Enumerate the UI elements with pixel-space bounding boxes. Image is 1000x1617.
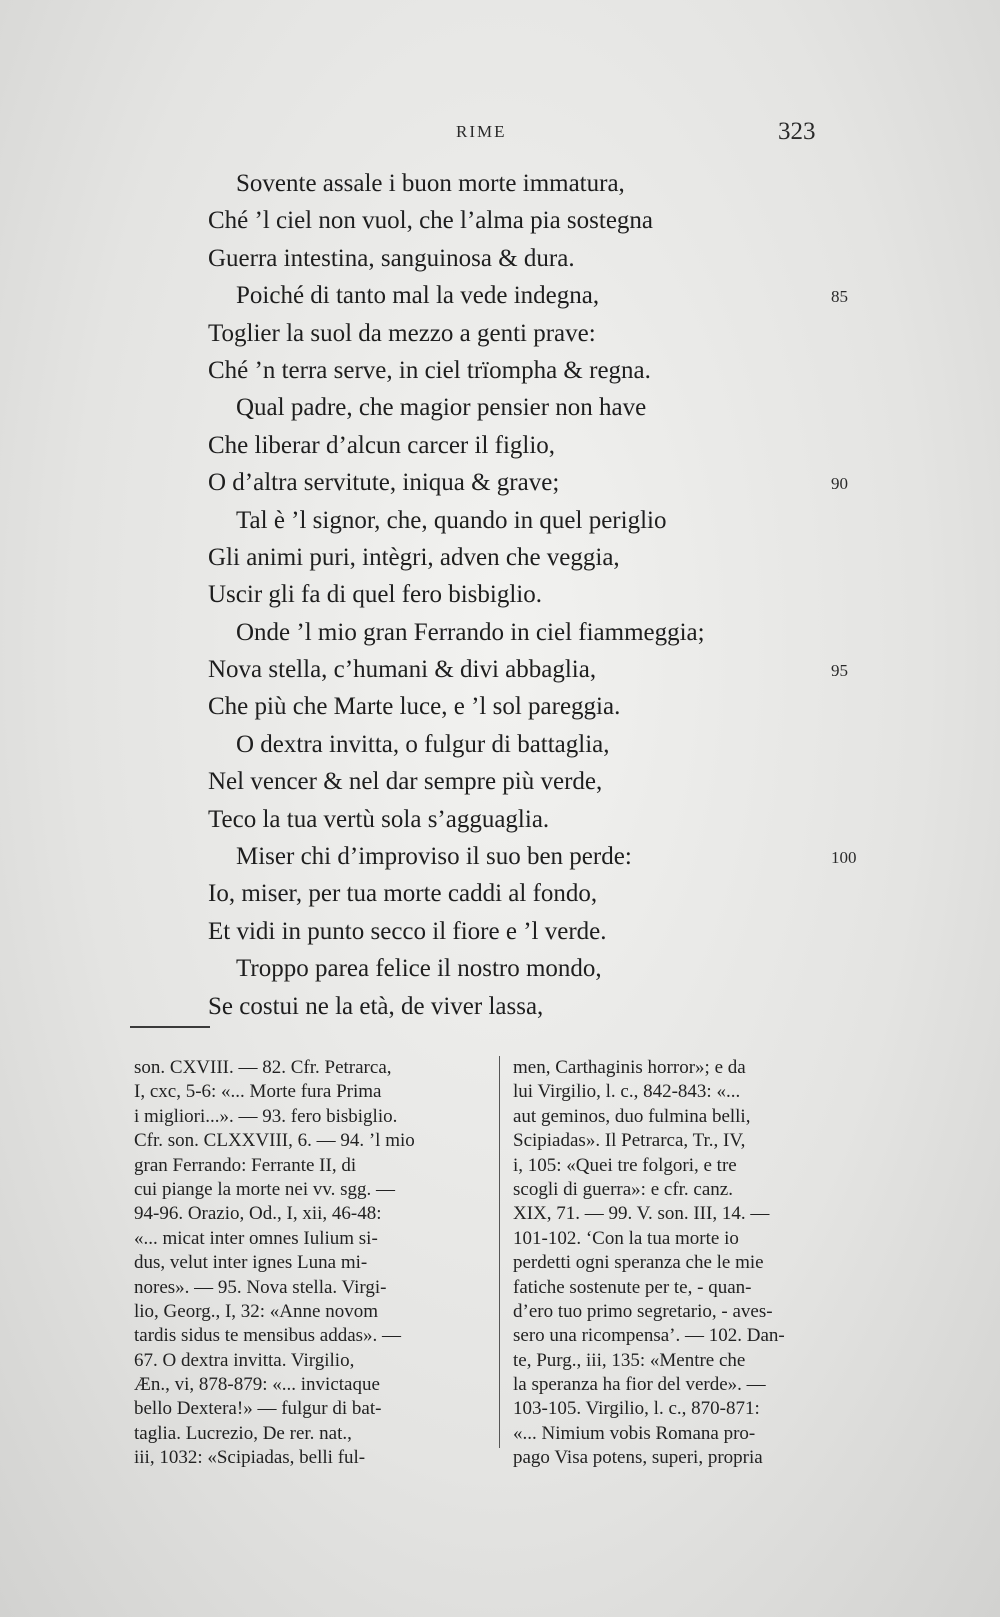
running-title: RIME bbox=[456, 122, 507, 141]
verse-text: Qual padre, che magior pensier non have bbox=[236, 394, 647, 422]
footnote-line: i, 105: «Quei tre folgori, e tre bbox=[513, 1154, 737, 1176]
verse-text: Onde ’l mio gran Ferrando in ciel fiammeggia; bbox=[236, 618, 705, 646]
footnote-line: iii, 1032: «Scipiadas, belli ful- bbox=[134, 1447, 366, 1469]
verse-line bbox=[208, 427, 848, 464]
verse-line bbox=[208, 202, 848, 239]
line-number: 85 bbox=[831, 287, 848, 307]
footnote-line: 94-96. Orazio, Od., I, xii, 46-48: bbox=[134, 1203, 382, 1225]
page-number: 323 bbox=[778, 118, 816, 145]
footnote-line: i migliori...». — 93. fero bisbiglio. bbox=[134, 1105, 398, 1127]
footnote-line: la speranza ha fior del verde». — bbox=[513, 1374, 766, 1396]
verse-line bbox=[208, 688, 848, 725]
footnote-line: sero una ricompensa’. — 102. Dan- bbox=[513, 1325, 785, 1347]
page-header bbox=[0, 118, 1000, 152]
footnote-line: fatiche sostenute per te, - quan- bbox=[513, 1276, 752, 1298]
footnote-line: scogli di guerra»: e cfr. canz. bbox=[513, 1178, 733, 1200]
verse-text: Nova stella, c’humani & divi abbaglia, bbox=[208, 656, 597, 684]
footnote-line: cui piange la morte nei vv. sgg. — bbox=[134, 1178, 396, 1200]
verse-text: Troppo parea felice il nostro mondo, bbox=[236, 955, 602, 983]
footnote-line: Æn., vi, 878-879: «... invictaque bbox=[134, 1374, 380, 1396]
verse-line bbox=[208, 801, 848, 838]
footnote-column-left bbox=[134, 1056, 486, 1471]
footnote-line: gran Ferrando: Ferrante II, di bbox=[134, 1154, 357, 1176]
verse-line bbox=[208, 763, 848, 800]
footnote-line: lui Virgilio, l. c., 842-843: «... bbox=[513, 1081, 741, 1103]
footnote-line: Scipiadas». Il Petrarca, Tr., IV, bbox=[513, 1130, 746, 1152]
verse-line bbox=[208, 838, 857, 875]
footnote-line: Cfr. son. CLXXVIII, 6. — 94. ’l mio bbox=[134, 1130, 415, 1152]
verse-text: Se costui ne la età, de viver lassa, bbox=[208, 992, 544, 1020]
verse-line bbox=[208, 875, 848, 912]
verse-line bbox=[208, 240, 848, 277]
verse-text: Nel vencer & nel dar sempre più verde, bbox=[208, 768, 603, 796]
verse-text: O d’altra servitute, iniqua & grave; bbox=[208, 469, 560, 497]
verse-text: Ché ’n terra serve, in ciel trïompha & regna. bbox=[208, 356, 651, 384]
verse-line bbox=[208, 576, 848, 613]
verse-text: O dextra invitta, o fulgur di battaglia, bbox=[236, 730, 610, 758]
column-divider bbox=[499, 1056, 500, 1448]
footnote-line: perdetti ogni speranza che le mie bbox=[513, 1252, 764, 1274]
verse-line bbox=[208, 913, 848, 950]
footnote-line: XIX, 71. — 99. V. son. III, 14. — bbox=[513, 1203, 770, 1225]
verse-text: Io, miser, per tua morte caddi al fondo, bbox=[208, 880, 598, 908]
footnote-line: lio, Georg., I, 32: «Anne novom bbox=[134, 1300, 378, 1322]
verse-line bbox=[208, 352, 848, 389]
verse-text: Gli animi puri, intègri, adven che veggia, bbox=[208, 543, 620, 571]
verse-text: Poiché di tanto mal la vede indegna, bbox=[236, 282, 600, 310]
verse-line bbox=[208, 389, 848, 426]
footnote-line: «... micat inter omnes Iulium si- bbox=[134, 1227, 378, 1249]
footnote-line: taglia. Lucrezio, De rer. nat., bbox=[134, 1422, 352, 1444]
footnote-line: pago Visa potens, superi, propria bbox=[513, 1447, 763, 1469]
verse-line bbox=[208, 726, 848, 763]
verse-text: Teco la tua vertù sola s’agguaglia. bbox=[208, 805, 550, 833]
verse-line bbox=[208, 539, 848, 576]
footnote-line: nores». — 95. Nova stella. Virgi- bbox=[134, 1276, 387, 1298]
footnote-line: aut geminos, duo fulmina belli, bbox=[513, 1105, 751, 1127]
footnote-column-right bbox=[513, 1056, 865, 1471]
footnote-line: 103-105. Virgilio, l. c., 870-871: bbox=[513, 1398, 760, 1420]
verse-block bbox=[208, 165, 857, 1025]
verse-line bbox=[208, 277, 848, 314]
verse-text: Et vidi in punto secco il fiore e ’l verde. bbox=[208, 917, 607, 945]
verse-line bbox=[208, 950, 848, 987]
footnote-line: bello Dextera!» — fulgur di bat- bbox=[134, 1398, 382, 1420]
footnote-line: te, Purg., iii, 135: «Mentre che bbox=[513, 1349, 746, 1371]
line-number: 90 bbox=[831, 474, 848, 494]
footnote-line: dus, velut inter ignes Luna mi- bbox=[134, 1252, 368, 1274]
footnote-line: 101-102. ‘Con la tua morte io bbox=[513, 1227, 739, 1249]
verse-text: Guerra intestina, sanguinosa & dura. bbox=[208, 244, 575, 272]
footnote-line: d’ero tuo primo segretario, - aves- bbox=[513, 1300, 773, 1322]
verse-text: Miser chi d’improviso il suo ben perde: bbox=[236, 843, 632, 871]
verse-line bbox=[208, 651, 848, 688]
footnote-line: I, cxc, 5-6: «... Morte fura Prima bbox=[134, 1081, 382, 1103]
verse-text: Uscir gli fa di quel fero bisbiglio. bbox=[208, 581, 542, 609]
verse-line bbox=[208, 988, 848, 1025]
verse-text: Tal è ’l signor, che, quando in quel periglio bbox=[236, 506, 667, 534]
verse-line bbox=[208, 165, 848, 202]
line-number: 100 bbox=[831, 848, 857, 868]
verse-line bbox=[208, 315, 848, 352]
footnote-line: tardis sidus te mensibus addas». — bbox=[134, 1325, 402, 1347]
verse-text: Che liberar d’alcun carcer il figlio, bbox=[208, 431, 556, 459]
footnote-line: son. CXVIII. — 82. Cfr. Petrarca, bbox=[134, 1057, 392, 1078]
footnote-rule bbox=[130, 1026, 210, 1028]
verse-text: Che più che Marte luce, e ’l sol pareggia. bbox=[208, 693, 621, 721]
verse-text: Toglier la suol da mezzo a genti prave: bbox=[208, 319, 596, 347]
footnote-line: «... Nimium vobis Romana pro- bbox=[513, 1422, 756, 1444]
verse-line bbox=[208, 614, 848, 651]
verse-line bbox=[208, 464, 848, 501]
footnote-line: men, Carthaginis horror»; e da bbox=[513, 1057, 746, 1078]
verse-line bbox=[208, 502, 848, 539]
verse-text: Ché ’l ciel non vuol, che l’alma pia sostegna bbox=[208, 207, 654, 235]
verse-text: Sovente assale i buon morte immatura, bbox=[236, 170, 625, 197]
line-number: 95 bbox=[831, 661, 848, 681]
footnote-line: 67. O dextra invitta. Virgilio, bbox=[134, 1349, 355, 1371]
